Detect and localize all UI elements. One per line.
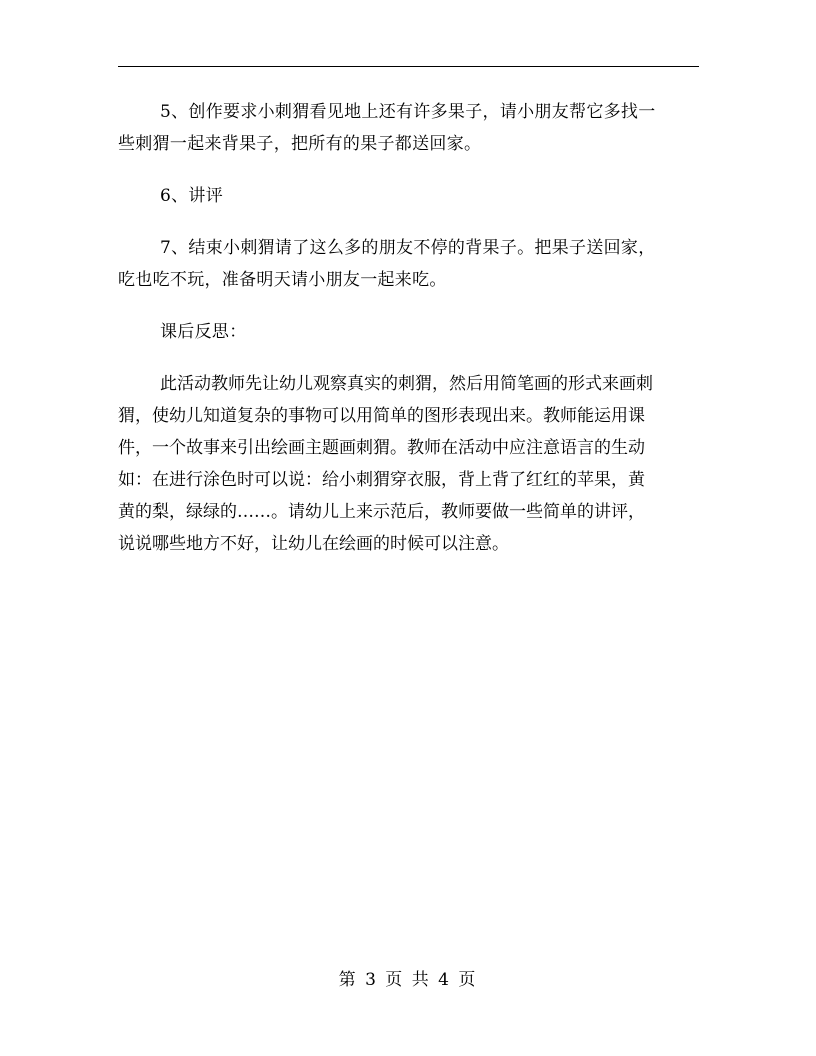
text-line: 5、创作要求小刺猬看见地上还有许多果子，请小朋友帮它多找一: [160, 102, 656, 122]
document-body: [118, 96, 700, 560]
paragraph-step-6: [118, 180, 700, 212]
page-number-footer: 第 3 页 共 4 页: [338, 970, 478, 990]
text-line: 如：在进行涂色时可以说：给小刺猬穿衣服，背上背了红红的苹果，黄: [118, 470, 645, 490]
text-line: 些刺猬一起来背果子，把所有的果子都送回家。: [118, 134, 482, 154]
header-rule: [118, 66, 699, 67]
paragraph-step-5: [118, 96, 700, 160]
text-line: 此活动教师先让幼儿观察真实的刺猬，然后用简笔画的形式来画刺: [160, 374, 653, 394]
text-line: 件，一个故事来引出绘画主题画刺猬。教师在活动中应注意语言的生动: [118, 438, 645, 458]
text-line: 猬，使幼儿知道复杂的事物可以用简单的图形表现出来。教师能运用课: [118, 406, 645, 426]
text-line: 说说哪些地方不好，让幼儿在绘画的时候可以注意。: [118, 534, 509, 554]
text-line: 课后反思：: [160, 322, 247, 342]
text-line: 吃也吃不玩，准备明天请小朋友一起来吃。: [118, 270, 447, 290]
text-line: 黄的梨，绿绿的……。请幼儿上来示范后，教师要做一些简单的讲评，: [118, 502, 645, 522]
reflection-heading: [118, 316, 700, 348]
text-line: 6、讲评: [160, 186, 224, 206]
text-line: 7、结束小刺猬请了这么多的朋友不停的背果子。把果子送回家，: [160, 238, 656, 258]
reflection-body: [118, 368, 700, 560]
paragraph-step-7: [118, 232, 700, 296]
